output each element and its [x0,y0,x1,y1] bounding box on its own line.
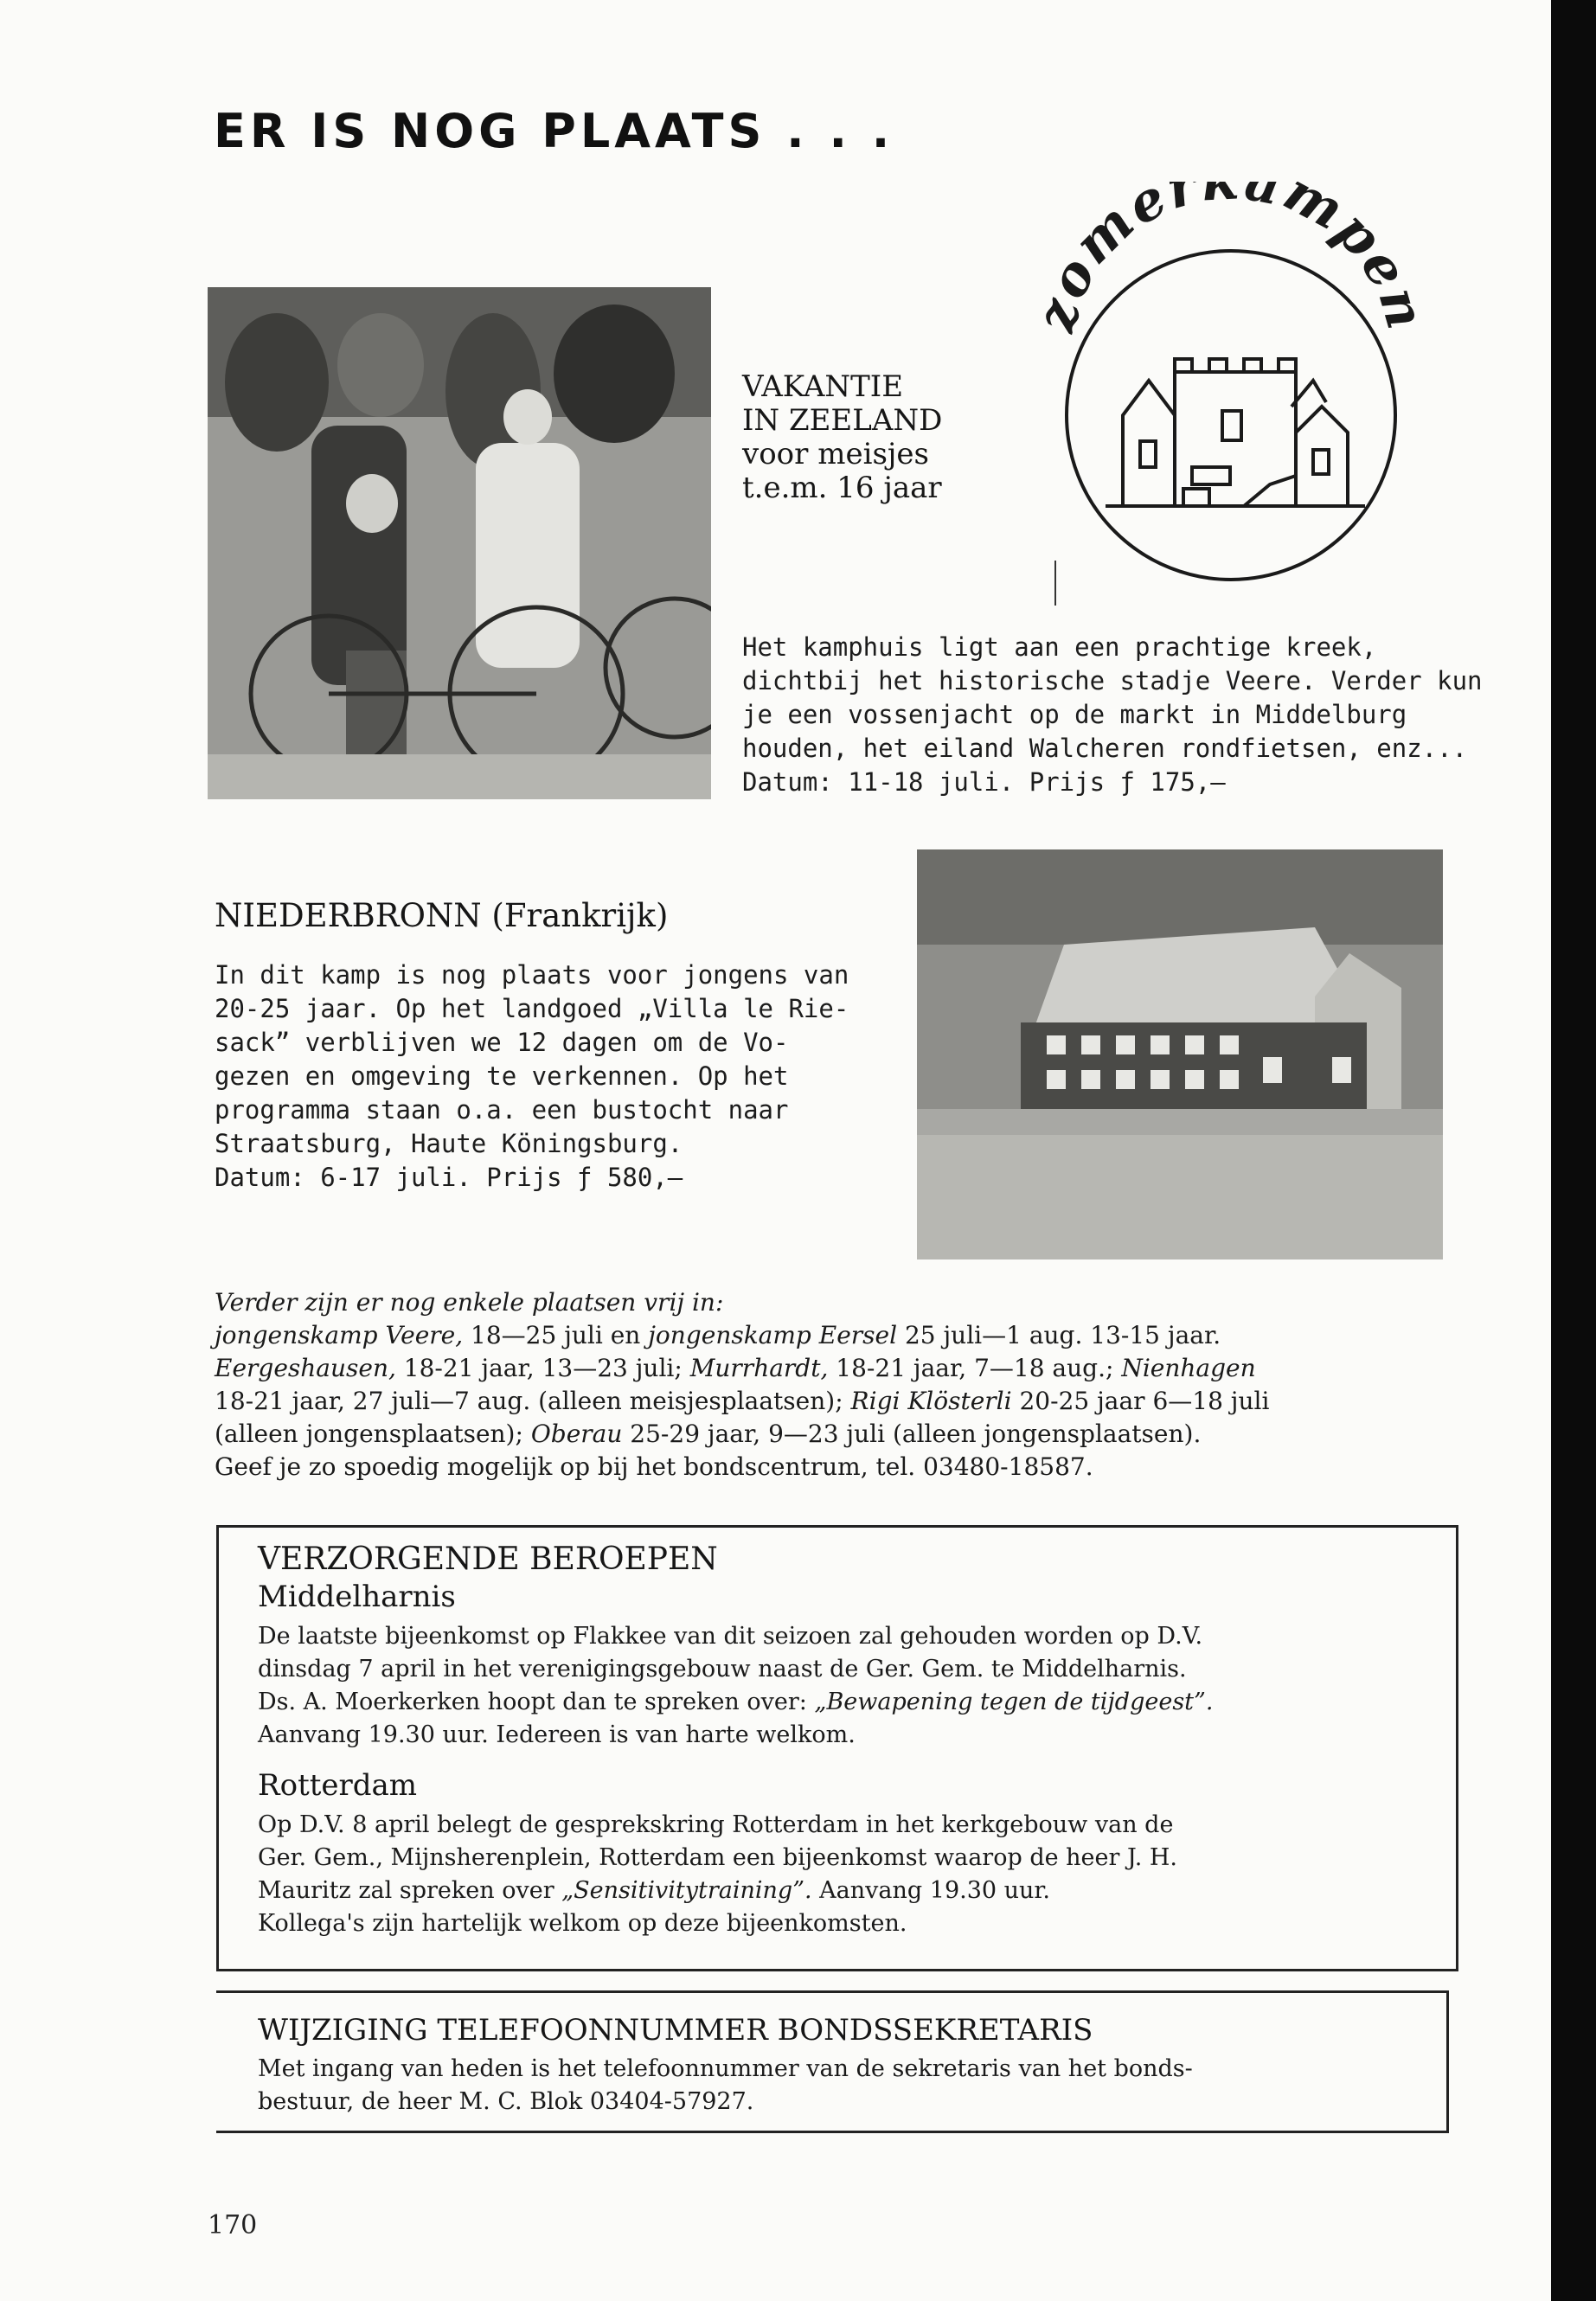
middelharnis-line: De laatste bijeenkomst op Flakkee van dit seizoen zal gehouden worden op D.V. [258,1623,1203,1650]
niederbronn-body-line: 20-25 jaar. Op het landgoed „Villa le Rie- [215,994,849,1023]
verder-line-2 [215,1352,1460,1385]
niederbronn-body-line: Datum: 6-17 juli. Prijs ƒ 580,— [215,1163,683,1192]
camp-details: 25-29 jaar, 9—23 juli (alleen jongensplaatsen). [622,1420,1202,1448]
verder-intro [215,1286,1460,1319]
middelharnis-line: Aanvang 19.30 uur. Iedereen is van harte welkom. [258,1721,856,1748]
rotterdam-line: Kollega's zijn hartelijk welkom op deze bijeenkomsten. [258,1910,907,1937]
cyclists-photo [208,287,711,799]
wijziging-body [258,2053,1443,2118]
camp-details: 18-21 jaar, 13—23 juli; [395,1354,690,1382]
camp-details: 18-21 jaar, 7—18 aug.; [828,1354,1122,1382]
middelharnis-body [258,1620,1452,1752]
verder-line-1 [215,1319,1460,1352]
logo-text: zomer ampen [1023,182,1439,338]
page-number: 170 [208,2210,258,2240]
verzorgende-title: VERZORGENDE BEROEPEN [258,1541,718,1577]
niederbronn-body-line: gezen en omgeving te verkennen. Op het [215,1061,789,1091]
verder-line-3 [215,1385,1460,1418]
lecture-title: „Sensitivitytraining”. [561,1877,812,1904]
rotterdam-subtitle: Rotterdam [258,1768,418,1803]
zeeland-heading [742,370,942,505]
wijziging-bottom-rule [216,2131,1449,2133]
zeeland-heading-line: t.e.m. 16 jaar [742,471,942,505]
middelharnis-line: dinsdag 7 april in het verenigingsgebouw naast de Ger. Gem. te Middelharnis. [258,1656,1187,1682]
camp-name: Murrhardt, [689,1354,829,1382]
zeeland-body-line: dichtbij het historische stadje Veere. Verder kun [742,666,1483,695]
camp-details: 18-21 jaar, 27 juli—7 aug. (alleen meisjesplaatsen); [215,1387,851,1415]
zeeland-body-line: Het kamphuis ligt aan een prachtige kreek, [742,632,1377,662]
wijziging-title: WIJZIGING TELEFOONNUMMER BONDSSEKRETARIS [258,2013,1093,2048]
camp-name: Eergeshausen, [215,1354,396,1382]
rotterdam-body [258,1809,1452,1940]
middelharnis-subtitle: Middelharnis [258,1580,456,1614]
verder-section [215,1286,1460,1484]
niederbronn-body-line: Straatsburg, Haute Köningsburg. [215,1129,683,1158]
zeeland-body-line: Datum: 11-18 juli. Prijs ƒ 175,— [742,767,1226,797]
camp-details: 20-25 jaar 6—18 juli [1011,1387,1270,1415]
logo-tick [1054,561,1056,606]
rotterdam-line [258,1875,1452,1907]
camp-details: 25 juli—1 aug. 13-15 jaar. [897,1321,1221,1349]
middelharnis-line [258,1686,1452,1719]
verder-intro-text: Verder zijn er nog enkele plaatsen vrij in: [215,1288,724,1317]
wijziging-top-rule [216,1990,1449,1993]
camp-name: Oberau [530,1420,623,1448]
wijziging-line: bestuur, de heer M. C. Blok 03404-57927. [258,2088,754,2115]
wijziging-right-rule [1446,1990,1449,2133]
villa-photo [917,849,1443,1259]
zeeland-heading-line: IN ZEELAND [742,403,943,438]
camp-name: Rigi Klösterli [850,1387,1012,1415]
rotterdam-line: Op D.V. 8 april belegt de gesprekskring Rotterdam in het kerkgebouw van de [258,1811,1174,1838]
niederbronn-body [215,958,872,1195]
niederbronn-body-line: programma staan o.a. een bustocht naar [215,1095,789,1125]
page-edge-bar [1551,0,1596,2301]
camp-name: jongenskamp Veere, [215,1321,464,1349]
zeeland-heading-line: voor meisjes [742,437,930,471]
niederbronn-heading: NIEDERBRONN (Frankrijk) [215,897,669,934]
zeeland-heading-line: VAKANTIE [742,369,904,404]
zeeland-body-line: je een vossenjacht op de markt in Middelburg [742,700,1407,729]
rotterdam-text: Aanvang 19.30 uur. [811,1877,1050,1904]
camp-details: (alleen jongensplaatsen); [215,1420,531,1448]
verder-line-5: Geef je zo spoedig mogelijk op bij het bondscentrum, tel. 03480-18587. [215,1452,1093,1481]
rotterdam-line: Ger. Gem., Mijnsherenplein, Rotterdam een bijeenkomst waarop de heer J. H. [258,1844,1178,1871]
verder-line-4 [215,1418,1460,1451]
niederbronn-body-line: sack” verblijven we 12 dagen om de Vo- [215,1028,789,1057]
zeeland-body [742,631,1483,799]
niederbronn-body-line: In dit kamp is nog plaats voor jongens van [215,960,849,990]
camp-name: jongenskamp Eersel [648,1321,898,1349]
wijziging-line: Met ingang van heden is het telefoonnummer van de sekretaris van het bonds- [258,2055,1193,2082]
zeeland-body-line: houden, het eiland Walcheren rondfietsen, enz... [742,734,1468,763]
middelharnis-text: Ds. A. Moerkerken hoopt dan te spreken over: [258,1689,815,1715]
camp-details: 18—25 juli en [463,1321,649,1349]
zomerkampen-logo [1010,182,1452,597]
rotterdam-text: Mauritz zal spreken over [258,1877,562,1904]
svg-text:zomerkampen [1023,182,1439,338]
lecture-title: „Bewapening tegen de tijdgeest”. [814,1689,1214,1715]
camp-name: Nienhagen [1121,1354,1256,1382]
page-title: ER IS NOG PLAATS . . . [214,104,894,158]
